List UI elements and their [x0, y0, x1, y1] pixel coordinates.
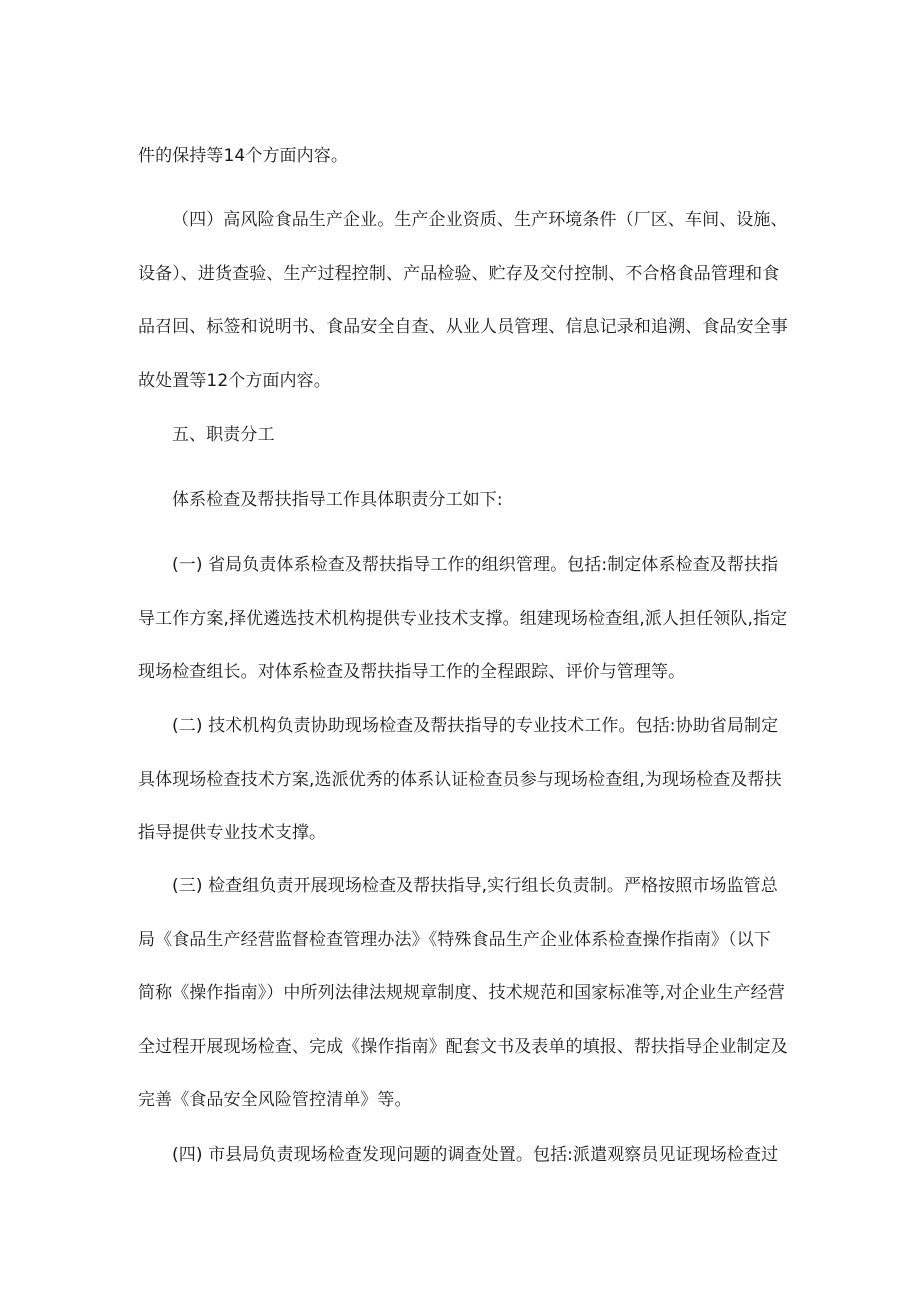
text-line: 具体现场检查技术方案,选派优秀的体系认证检查员参与现场检查组,为现场检查及帮扶 — [138, 769, 782, 790]
text-line: 简称《操作指南》）中所列法律法规规章制度、技术规范和国家标准等,对企业生产经营 — [138, 983, 785, 1003]
paragraph-technical-agency — [0, 700, 920, 861]
paragraph-high-risk-food — [0, 194, 920, 408]
paragraph-intro — [0, 474, 920, 528]
text-line: 导工作方案,择优遴选技术机构提供专业技术支撑。组建现场检查组,派人担任领队,指定 — [138, 608, 788, 629]
paragraph-provincial-bureau — [0, 539, 920, 700]
text-line: 设备）、进货查验、生产过程控制、产品检验、贮存及交付控制、不合格食品管理和食 — [138, 263, 780, 284]
text-line: (三) 检查组负责开展现场检查及帮扶指导,实行组长负责制。严格按照市场监管总 — [172, 876, 778, 896]
text-line: 局《食品生产经营监督检查管理办法》《特殊食品生产企业体系检查操作指南》（以下 — [138, 929, 771, 950]
text-line: 故处置等12个方面内容。 — [138, 370, 331, 391]
text-line: 完善《食品安全风险管控清单》等。 — [138, 1090, 412, 1110]
text-line: 体系检查及帮扶指导工作具体职责分工如下: — [172, 490, 503, 510]
paragraph-city-county-bureau — [0, 1129, 920, 1183]
text-line: (一) 省局负责体系检查及帮扶指导工作的组织管理。包括:制定体系检查及帮扶指 — [172, 555, 779, 575]
text-line: (四) 市县局负责现场检查发现问题的调查处置。包括:派遣观察员见证现场检查过 — [172, 1145, 779, 1165]
text-line: （四）高风险食品生产企业。生产企业资质、生产环境条件（厂区、车间、设施、 — [172, 210, 788, 230]
paragraph-inspection-team — [0, 860, 920, 1128]
text-line: 全过程开展现场检查、完成《操作指南》配套文书及表单的填报、帮扶指导企业制定及 — [138, 1036, 788, 1057]
text-line: (二) 技术机构负责协助现场检查及帮扶指导的专业技术工作。包括:协助省局制定 — [172, 716, 779, 736]
text-line: 现场检查组长。对体系检查及帮扶指导工作的全程跟踪、评价与管理等。 — [138, 662, 686, 682]
text-line: 品召回、标签和说明书、食品安全自查、从业人员管理、信息记录和追溯、食品安全事 — [138, 317, 788, 337]
text-line: 指导提供专业技术支撑。 — [138, 823, 327, 843]
paragraph-continuation — [0, 130, 920, 184]
section-heading — [0, 409, 920, 463]
text-line: 件的保持等14个方面内容。 — [138, 146, 348, 166]
heading-text: 五、职责分工 — [172, 425, 275, 445]
